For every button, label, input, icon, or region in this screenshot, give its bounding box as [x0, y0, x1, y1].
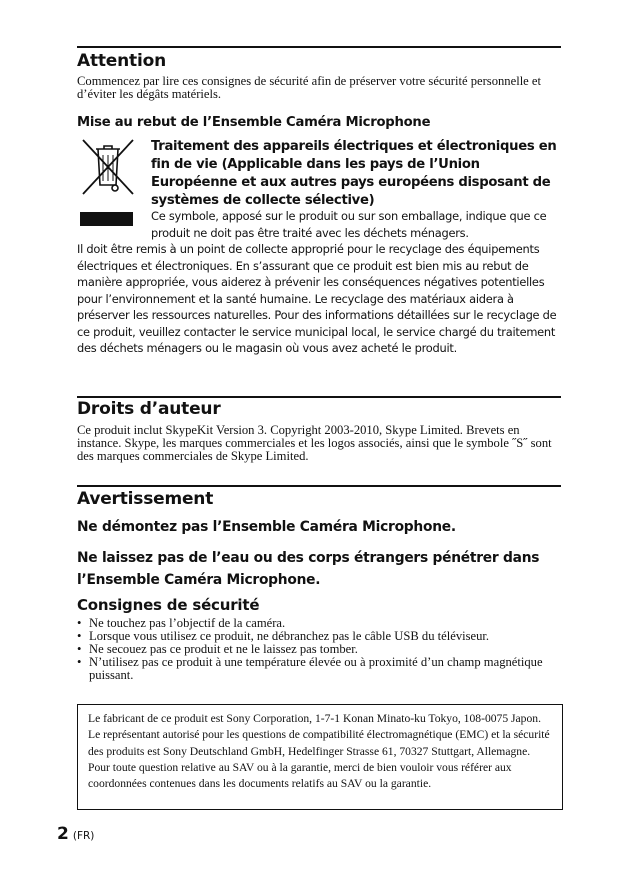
bullet-icon: •: [77, 655, 82, 669]
warning-line-2: Ne laissez pas de l’eau ou des corps étrangers pénétrer dans l’Ensemble Caméra Microphone.: [77, 550, 540, 588]
list-item: • N’utilisez pas ce produit à une température élevée ou à proximité d’un champ magnétique puissant.: [77, 655, 543, 682]
page-number: [57, 824, 94, 844]
copyright-heading: Droits d’auteur: [77, 399, 221, 419]
section-rule-attention: [77, 46, 561, 48]
list-item: • Ne touchez pas l’objectif de la caméra.: [77, 616, 286, 630]
list-item: • Ne secouez pas ce produit et ne le laissez pas tomber.: [77, 642, 358, 656]
safety-list: [77, 617, 567, 682]
bullet-icon: •: [77, 616, 82, 630]
copyright-text: Ce produit inclut SkypeKit Version 3. Copyright 2003-2010, Skype Limited. Brevets en instance. Skype, les marques commerciales et les logos associés, ainsi que le symbole ˝S˝ sont des marques commerciales de Skype Limited.: [77, 423, 552, 463]
manufacturer-notice-box: [77, 704, 563, 810]
manufacturer-notice-text: Le fabricant de ce produit est Sony Corporation, 1-7-1 Konan Minato-ku Tokyo, 108-0075 Japon. Le représentant autorisé pour les questions de compatibilité électromagnétique (EMC) et la sécurité des produits est Sony Deutschland GmbH, Hedelfinger Strasse 61, 70327 Stuttgart, Allemagne. Pour toute question relative au SAV ou à la garantie, merci de bien vouloir vous référer aux coordonnées contenues dans les documents relatifs au SAV ou la garantie.: [88, 712, 550, 791]
section-rule-warning: [77, 485, 561, 487]
list-item: • Lorsque vous utilisez ce produit, ne débranchez pas le câble USB du téléviseur.: [77, 629, 490, 643]
page-language: (FR): [72, 830, 95, 842]
bullet-icon: •: [77, 642, 82, 656]
disposal-heading: Mise au rebut de l’Ensemble Caméra Microphone: [77, 115, 431, 130]
bullet-icon: •: [77, 629, 82, 643]
weee-body-text: Il doit être remis à un point de collecte approprié pour le recyclage des équipements électriques et électroniques. En s’assurant que ce produit est bien mis au rebut de manière appropriée, vous aiderez à prévenir les conséquences négatives potentielles pour l’environnement et la santé humaine. Le recyclage des matériaux aidera à préserver les ressources naturelles. Pour des informations détaillées sur le recyclage de ce produit, veuillez contacter le service municipal local, le service chargé du traitement des déchets ménagers ou le magasin où vous avez acheté le produit.: [77, 242, 557, 355]
warning-heading: Avertissement: [77, 489, 214, 509]
attention-text: Commencez par lire ces consignes de sécurité afin de préserver votre sécurité personnelle et d’éviter les dégâts matériels.: [77, 74, 542, 101]
section-rule-copyright: [77, 396, 561, 398]
weee-title: Traitement des appareils électriques et électroniques en fin de vie (Applicable dans les pays de l’Union Européenne et aux autres pays européens disposant de systèmes de collecte sélective): [151, 139, 557, 208]
weee-lead-text: Ce symbole, apposé sur le produit ou sur son emballage, indique que ce produit ne doit pas être traité avec les déchets ménagers.: [151, 209, 547, 240]
safety-heading: Consignes de sécurité: [77, 596, 260, 614]
crossed-out-wheelie-bin-icon: [79, 137, 137, 197]
warning-line-1: Ne démontez pas l’Ensemble Caméra Microphone.: [77, 519, 456, 535]
weee-black-bar: [80, 212, 133, 226]
page-number-value: 2: [57, 824, 69, 844]
attention-heading: Attention: [77, 51, 166, 71]
